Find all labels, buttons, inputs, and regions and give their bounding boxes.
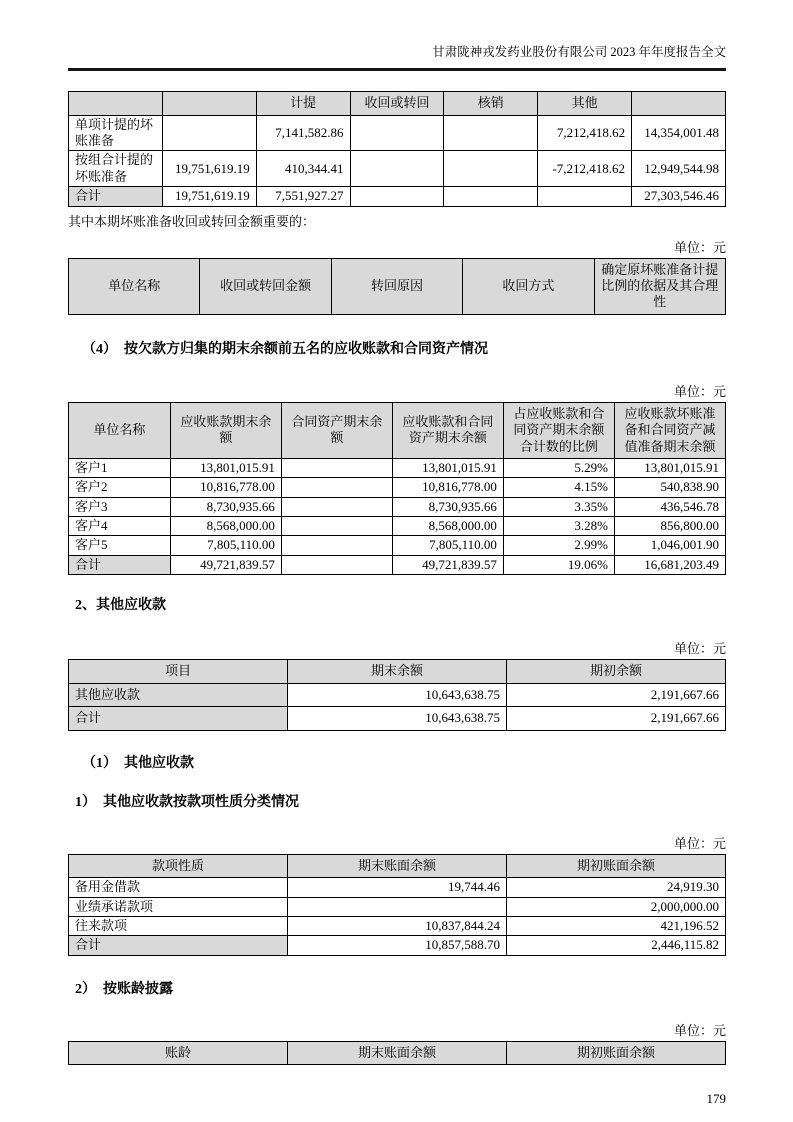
page-number: 179: [706, 1091, 726, 1107]
unit-label: 单位：元: [673, 239, 726, 255]
table-cell: 14,354,001.48: [632, 115, 726, 151]
table-cell: 10,837,844.24: [288, 917, 507, 936]
table-row: [69, 536, 726, 555]
row-label: 客户3: [69, 497, 171, 516]
table-cell: 19,744.46: [288, 878, 507, 897]
column-header: 收回方式: [463, 258, 594, 314]
column-header: 应收账款和合同资产期末余额: [392, 402, 503, 458]
table-cell: [281, 458, 392, 477]
row-label: 客户4: [69, 517, 171, 536]
table-cell: 7,141,582.86: [256, 115, 350, 151]
table-cell: 5.29%: [503, 458, 614, 477]
table-row: [69, 458, 726, 477]
table-cell: 8,568,000.00: [170, 517, 281, 536]
table-row: [69, 517, 726, 536]
other-receivables-summary-table: [68, 659, 726, 730]
column-header: 应收账款期末余额: [170, 402, 281, 458]
unit-label: 单位：元: [673, 383, 726, 399]
column-header: 计提: [256, 92, 350, 115]
column-header: 单位名称: [69, 258, 200, 314]
table-cell: [444, 151, 538, 187]
table-cell: [444, 187, 538, 206]
subsection-heading-nature: 1） 其他应收款按款项性质分类情况: [75, 794, 299, 810]
column-header: 期末账面余额: [288, 854, 507, 877]
table-row: [69, 497, 726, 516]
row-label: 往来款项: [69, 917, 288, 936]
table-cell: [350, 187, 444, 206]
column-header: 转回原因: [331, 258, 462, 314]
column-header: 款项性质: [69, 854, 288, 877]
table-cell: 1,046,001.90: [614, 536, 725, 555]
table-row: [69, 878, 726, 897]
column-header: 期初账面余额: [507, 1041, 726, 1064]
table-cell: 4.15%: [503, 478, 614, 497]
column-header: 占应收账款和合同资产期末余额合计数的比例: [503, 402, 614, 458]
table-cell: [281, 555, 392, 574]
column-header: 期初余额: [507, 660, 726, 683]
table-total-row: [69, 555, 726, 574]
important-recovery-table: [68, 258, 726, 315]
table-row: [69, 115, 726, 151]
table-cell: 19,751,619.19: [162, 187, 256, 206]
subsection-heading-aging: 2） 按账龄披露: [75, 981, 173, 997]
nature-classification-table: [68, 854, 726, 956]
table-cell: 16,681,203.49: [614, 555, 725, 574]
table-cell: 19,751,619.19: [162, 151, 256, 187]
unit-label: 单位：元: [673, 1022, 726, 1038]
table-cell: 856,800.00: [614, 517, 725, 536]
row-label: 合计: [69, 555, 171, 574]
row-label: 合计: [69, 707, 288, 730]
row-label: 业绩承诺款项: [69, 897, 288, 916]
table-cell: [162, 115, 256, 151]
table-row: [69, 151, 726, 187]
table-cell: -7,212,418.62: [538, 151, 632, 187]
table-cell: [288, 897, 507, 916]
table-cell: 436,546.78: [614, 497, 725, 516]
table-cell: 8,730,935.66: [392, 497, 503, 516]
column-header: 期初账面余额: [507, 854, 726, 877]
table-cell: [281, 497, 392, 516]
section-heading-top5: （4） 按欠款方归集的期末余额前五名的应收账款和合同资产情况: [82, 341, 488, 357]
column-header: 期末账面余额: [288, 1041, 507, 1064]
unit-label: 单位：元: [673, 835, 726, 851]
page-header: [68, 44, 726, 71]
table-cell: [281, 517, 392, 536]
row-label: 客户5: [69, 536, 171, 555]
table-total-row: [69, 707, 726, 730]
table-cell: 13,801,015.91: [614, 458, 725, 477]
row-label: 客户2: [69, 478, 171, 497]
table-row: [69, 897, 726, 916]
column-header: 期末余额: [288, 660, 507, 683]
row-label: 按组合计提的坏账准备: [69, 151, 163, 187]
row-label: 合计: [69, 187, 163, 206]
table-cell: 19.06%: [503, 555, 614, 574]
table-row: [69, 917, 726, 936]
table-cell: [281, 536, 392, 555]
aging-table: [68, 1041, 726, 1065]
table-cell: 24,919.30: [507, 878, 726, 897]
table-cell: [444, 115, 538, 151]
table-cell: 10,816,778.00: [170, 478, 281, 497]
table-header-row: [69, 258, 726, 314]
table-cell: 10,643,638.75: [288, 707, 507, 730]
table-cell: 2,000,000.00: [507, 897, 726, 916]
column-header: [162, 92, 256, 115]
column-header: 收回或转回: [350, 92, 444, 115]
table-header-row: [69, 660, 726, 683]
table-cell: 7,805,110.00: [392, 536, 503, 555]
row-label: 备用金借款: [69, 878, 288, 897]
table-header-row: [69, 854, 726, 877]
row-label: 其他应收款: [69, 683, 288, 706]
table-cell: 8,568,000.00: [392, 517, 503, 536]
row-label: 单项计提的坏账准备: [69, 115, 163, 151]
table-cell: 10,643,638.75: [288, 683, 507, 706]
column-header: 合同资产期末余额: [281, 402, 392, 458]
table-cell: 13,801,015.91: [392, 458, 503, 477]
top5-receivables-table: [68, 402, 726, 575]
unit-label: 单位：元: [673, 641, 726, 657]
table-cell: 8,730,935.66: [170, 497, 281, 516]
column-header: [69, 92, 163, 115]
table-cell: 7,551,927.27: [256, 187, 350, 206]
table-cell: 13,801,015.91: [170, 458, 281, 477]
table-total-row: [69, 187, 726, 206]
column-header: 其他: [538, 92, 632, 115]
table-cell: 49,721,839.57: [170, 555, 281, 574]
table-total-row: [69, 936, 726, 955]
table-cell: 421,196.52: [507, 917, 726, 936]
column-header: 确定原坏账准备计提比例的依据及其合理性: [594, 258, 725, 314]
row-label: 客户1: [69, 458, 171, 477]
table-cell: 7,212,418.62: [538, 115, 632, 151]
table-cell: 3.28%: [503, 517, 614, 536]
table-cell: 2,191,667.66: [507, 707, 726, 730]
table-cell: 2,191,667.66: [507, 683, 726, 706]
subsection-heading-other-receivables: （1） 其他应收款: [82, 755, 194, 771]
column-header: 收回或转回金额: [200, 258, 331, 314]
column-header: 应收账款坏账准备和合同资产减值准备期末余额: [614, 402, 725, 458]
column-header: 单位名称: [69, 402, 171, 458]
table-cell: 49,721,839.57: [392, 555, 503, 574]
column-header: 核销: [444, 92, 538, 115]
table-cell: 2.99%: [503, 536, 614, 555]
recovery-note: 其中本期坏账准备收回或转回金额重要的：: [68, 213, 316, 229]
table-cell: 27,303,546.46: [632, 187, 726, 206]
report-title: 甘肃陇神戎发药业股份有限公司 2023 年年度报告全文: [432, 45, 726, 59]
table-row: [69, 683, 726, 706]
table-cell: 3.35%: [503, 497, 614, 516]
table-cell: 12,949,544.98: [632, 151, 726, 187]
table-cell: 7,805,110.00: [170, 536, 281, 555]
table-cell: [350, 151, 444, 187]
column-header: [632, 92, 726, 115]
table-cell: 10,816,778.00: [392, 478, 503, 497]
table-header-row: [69, 1041, 726, 1064]
row-label: 合计: [69, 936, 288, 955]
table-cell: [281, 478, 392, 497]
table-cell: 540,838.90: [614, 478, 725, 497]
table-cell: 410,344.41: [256, 151, 350, 187]
table-header-row: [69, 92, 726, 115]
table-cell: 10,857,588.70: [288, 936, 507, 955]
table-header-row: [69, 402, 726, 458]
column-header: 账龄: [69, 1041, 288, 1064]
table-cell: [538, 187, 632, 206]
bad-debt-provision-table: [68, 91, 726, 206]
section-heading-other-receivables: 2、其他应收款: [75, 598, 166, 614]
table-cell: 2,446,115.82: [507, 936, 726, 955]
table-row: [69, 478, 726, 497]
column-header: 项目: [69, 660, 288, 683]
table-cell: [350, 115, 444, 151]
